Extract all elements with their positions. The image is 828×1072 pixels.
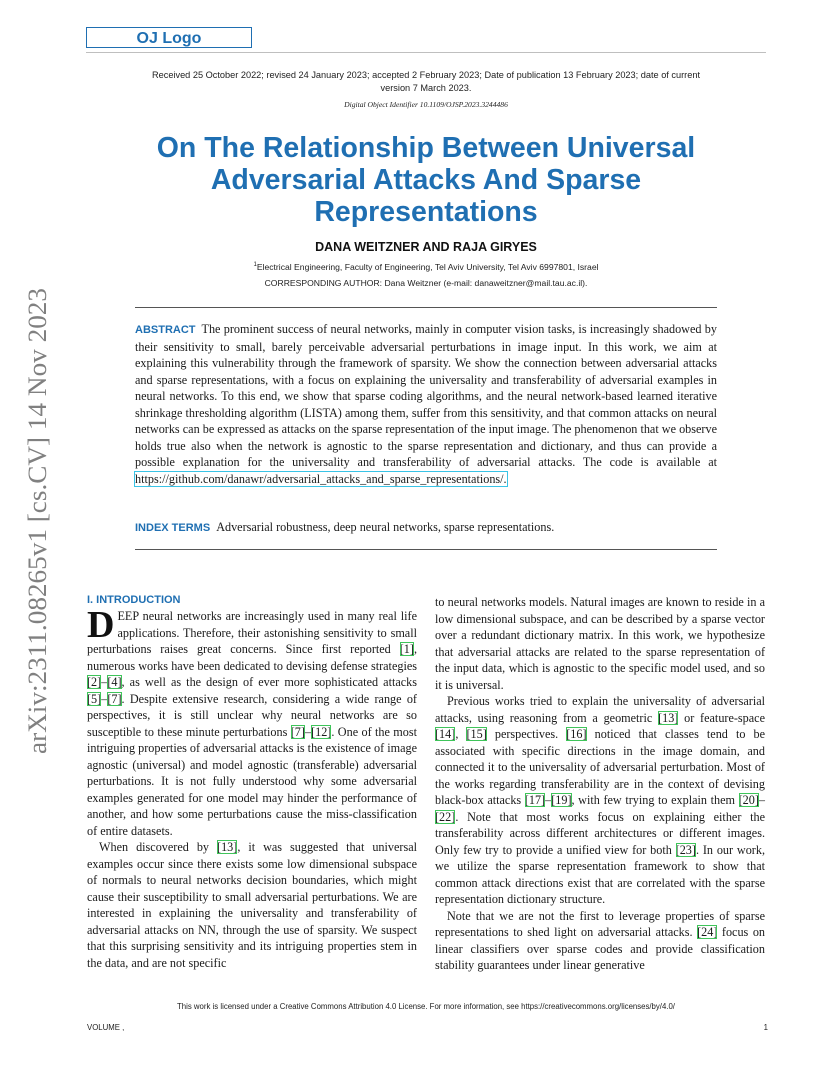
citation[interactable]: [2]	[87, 675, 102, 689]
page-number: 1	[763, 1023, 768, 1032]
citation[interactable]: [13]	[658, 710, 679, 725]
intro-paragraph-4: Previous works tried to explain the universality of adversarial attacks, using reasoning from a geometric [13] or feature-space [14], [15] perspectives. [16] noticed that classes tend to be associated with specific directions in the image domain, and connected it to the universality of adversarial perturbation. Most of the works regarding transferability are in the context of devising black-box attacks [17]–[19], with few trying to explain them [20]–[22]. Note that most works focus on explaining either the transferability across different architectures or different images. Only few try to provide a unified view for both [23]. In our work, we utilize the sparse representation framework to show that common attack directions exist that are correlated with the sparse representation dictionary structure.	[435, 694, 766, 906]
dash: –	[545, 793, 552, 807]
license-notice: This work is licensed under a Creative Commons Attribution 4.0 License. For more information, see https://creativecommons.org/licenses/by/4.0/	[177, 1002, 675, 1011]
text-run: . Despite extensive research, considering a wide range of perspectives, it is still unclear why neural networks are so susceptible to these minute perturbations	[87, 691, 417, 739]
citation[interactable]: [16]	[566, 727, 587, 741]
volume-label: VOLUME ,	[87, 1023, 125, 1032]
text-run: , numerous works have been dedicated to devising defense strategies	[87, 642, 417, 673]
text-run: , with few trying to explain them	[571, 793, 735, 807]
publication-dates: Received 25 October 2022; revised 24 January 2023; accepted 2 February 2023; Date of publication 13 February 2023; date of current version 7 March 2023.	[151, 70, 701, 93]
intro-paragraph-5	[435, 908, 765, 974]
abstract-label: ABSTRACT	[135, 324, 196, 336]
citation[interactable]: [24]	[697, 925, 718, 939]
citation[interactable]: [12]	[311, 724, 332, 739]
affiliation-sup: 1	[253, 262, 257, 269]
text-run: , it was suggested that universal examples occur since there exists some low dimensional subspace of normals to neural networks decision boundaries, which might cause their susceptibility to small adversarial perturbations. We are interested in explaining the universality and transferability of adversarial attacks on NN, through the use of sparsity. We suspect that this surprising sensitivity and its intriguing properties stem in the data, and are not specific	[87, 840, 417, 970]
text-run: perspectives.	[494, 727, 559, 741]
text-run: . One of the most intriguing properties of adversarial attacks is the existence of image agnostic (universal) and model agnostic (transferable) adversarial perturbations. It is not fully understood why some adversarial examples generated for one model may hinder the performance of another, and how some perturbations cause the miss-classification of entire datasets.	[87, 724, 417, 838]
index-terms	[135, 519, 717, 536]
text-run: or feature-space	[684, 710, 765, 725]
citation[interactable]: [7]	[107, 691, 122, 706]
citation[interactable]: [20]	[738, 793, 759, 807]
code-link[interactable]: https://github.com/danawr/adversarial_attacks_and_sparse_representations/.	[135, 471, 507, 486]
text-run: EEP neural networks are increasingly used in many real life applications. Therefore, their astonishing sensitivity to small perturbations raises great concerns. Since first reported	[87, 609, 417, 656]
index-terms-text: Adversarial robustness, deep neural networks, sparse representations.	[216, 520, 555, 534]
abstract-top-rule	[135, 307, 717, 308]
dash: –	[101, 691, 108, 706]
dash: –	[304, 724, 312, 739]
citation[interactable]: [1]	[399, 642, 414, 656]
journal-logo: OJ Logo	[86, 27, 252, 48]
text-run: Previous works tried to explain the universality of adversarial attacks, using reasoning from a geometric	[435, 694, 765, 725]
right-column	[435, 594, 765, 974]
citation[interactable]: [13]	[217, 840, 238, 854]
citation[interactable]: [7]	[290, 724, 305, 739]
text-run: . In our work, we utilize the sparse representation framework to show that common attack directions exist that are correlated with the sparse representation dictionary structure.	[435, 842, 765, 906]
affiliation-text: Electrical Engineering, Faculty of Engineering, Tel Aviv University, Tel Aviv 6997801, Israel	[256, 262, 599, 272]
arxiv-stamp-text: arXiv:2311.08265v1 [cs.CV] 14 Nov 2023	[23, 308, 52, 754]
header-divider	[86, 52, 766, 53]
drop-cap: D	[87, 604, 115, 646]
citation[interactable]: [22]	[435, 809, 456, 824]
intro-paragraph-3	[435, 594, 765, 693]
corresponding-author: CORRESPONDING AUTHOR: Dana Weitzner (e-mail: danaweitzner@mail.tau.ac.il).	[264, 278, 588, 288]
index-terms-label: INDEX TERMS	[135, 522, 211, 534]
citation[interactable]: [19]	[551, 793, 572, 807]
citation[interactable]: [15]	[466, 727, 487, 741]
citation[interactable]: [14]	[435, 727, 456, 741]
dash: –	[101, 675, 108, 689]
paper-title: On The Relationship Between Universal Adversarial Attacks And Sparse Representations	[156, 132, 696, 228]
arxiv-stamp-svg	[18, 282, 54, 758]
intro-paragraph-1	[87, 604, 417, 839]
left-column	[87, 593, 417, 971]
affiliation	[150, 262, 702, 272]
doi: Digital Object Identifier 10.1109/OJSP.2023.3244486	[344, 100, 508, 109]
abstract-bottom-rule	[135, 549, 717, 550]
citation[interactable]: [4]	[107, 675, 122, 689]
citation[interactable]: [17]	[524, 793, 546, 807]
text-run: to neural networks models. Natural images are known to reside in a low dimensional subspace, and can be described by a sparse vector over a redundant dictionary matrix. In this work, we hypothesize that adversarial attacks are related to the sparse representation of the input data, which is agnostic to the specific model used, and so it is universal.	[435, 595, 765, 692]
abstract-text: The prominent success of neural networks, mainly in computer vision tasks, is increasingly shadowed by their sensitivity to small, barely perceivable adversarial perturbations in image input. In this work, we aim at explaining this vulnerability through the framework of sparsity. We show the connection between adversarial attacks and sparse representations, with a focus on explaining the universality and transferability of adversarial examples in neural networks. To this end, we show that sparse coding algorithms, and the neural network-based learned iterative shrinkage thresholding algorithm (LISTA) among them, suffer from this sensitivity, and that common attacks on neural networks can be expressed as attacks on the sparse representation of the input image. The phenomenon that we observe holds true also when the network is agnostic to the sparse representation and dictionary, and thus can provide a possible explanation for the universality and transferability of adversarial attacks. The code is available at	[135, 322, 717, 469]
citation[interactable]: [23]	[675, 842, 696, 857]
citation[interactable]: [5]	[87, 691, 102, 706]
text-run: . Note that most works focus on explaining either the transferability across different architectures or different images. Only few try to provide a unified view for both	[435, 809, 765, 857]
dash: –	[758, 793, 765, 807]
text-run: noticed that classes tend to be associated with specific directions in the image domain, and connected it to the universality of adversarial perturbation. Most of the works regarding transferability are in the context of devising black-box attacks	[435, 727, 766, 807]
text-run: When discovered by	[99, 840, 210, 854]
text-run: Note that we are not the first to leverage properties of sparse representations to shed light on adversarial attacks.	[435, 908, 765, 939]
section-heading: I. INTRODUCTION	[87, 594, 181, 606]
arxiv-stamp	[18, 282, 54, 758]
text-run: , as well as the design of ever more sophisticated attacks	[121, 675, 417, 689]
text-run: focus on linear classifiers over sparse codes and provide classification stability guarantees under linear generative	[435, 925, 766, 972]
authors: DANA WEITZNER AND RAJA GIRYES	[315, 240, 537, 254]
abstract	[135, 321, 717, 487]
intro-paragraph-2	[87, 839, 417, 971]
